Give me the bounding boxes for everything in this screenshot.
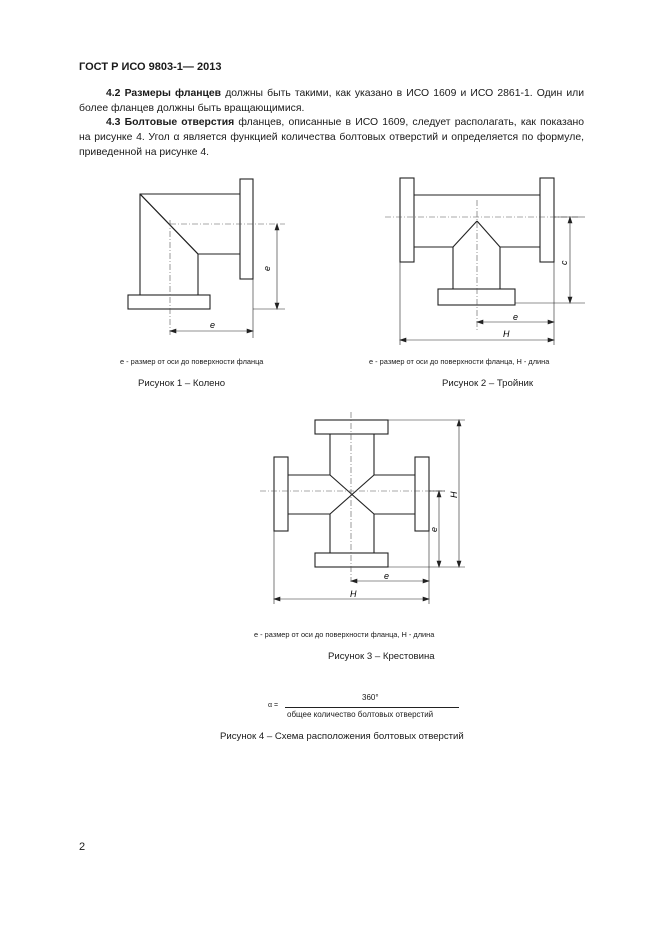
figure-3-dim-h-vertical: H	[449, 491, 459, 498]
formula-fraction-bar	[285, 707, 459, 708]
figure-1-note: e - размер от оси до поверхности фланца	[120, 357, 264, 366]
figure-1-dim-e-vertical: e	[262, 265, 272, 271]
figure-1-caption: Рисунок 1 – Колено	[138, 378, 226, 389]
figure-3-cross-drawing	[260, 412, 475, 607]
figure-4-caption: Рисунок 4 – Схема расположения болтовых отверстий	[220, 731, 464, 742]
figure-2-dim-h: H	[503, 329, 510, 339]
paragraph-4-2-number: 4.2	[106, 88, 121, 99]
formula-numerator: 360°	[362, 693, 379, 702]
figure-1-dim-e-horizontal: e	[210, 320, 216, 330]
paragraph-4-2-text: должны быть такими, как указано в ИСО 1609 и ИСО 2861-1. Один или более фланцев должны быть вращающимися.	[79, 88, 585, 114]
formula-lhs: α =	[268, 702, 279, 709]
figure-3-caption: Рисунок 3 – Крестовина	[328, 651, 435, 662]
figure-2-caption: Рисунок 2 – Тройник	[442, 378, 534, 389]
paragraph-4-3	[79, 115, 584, 160]
paragraph-4-3-number: 4.3	[106, 117, 121, 128]
standard-header: ГОСТ Р ИСО 9803-1— 2013	[79, 61, 222, 73]
figure-2-note: e - размер от оси до поверхности фланца, H - длина	[369, 357, 550, 366]
figure-3-dim-e-vertical: e	[429, 526, 439, 532]
paragraph-4-2	[79, 86, 584, 116]
figure-2-tee-drawing	[385, 170, 590, 350]
paragraph-4-3-text: фланцев, описанные в ИСО 1609, следует располагать, как показано на рисунке 4. Угол α является функцией количества болтовых отверстий и определяется по формуле, приведенной на рисунке 4.	[79, 117, 584, 158]
paragraph-4-2-heading: Размеры фланцев	[124, 88, 222, 99]
paragraph-4-3-heading: Болтовые отверстия	[124, 117, 235, 128]
formula-denominator: общее количество болтовых отверстий	[287, 710, 434, 719]
figure-3-note: e - размер от оси до поверхности фланца, H - длина	[254, 630, 435, 639]
figure-3-dim-e-horizontal: e	[384, 571, 390, 581]
figure-3-dim-h-horizontal: H	[350, 589, 357, 599]
figure-2-dim-c: c	[559, 260, 569, 265]
figure-1-elbow-drawing	[110, 170, 300, 345]
page-number: 2	[79, 841, 86, 853]
figure-2-dim-e: e	[513, 312, 519, 322]
